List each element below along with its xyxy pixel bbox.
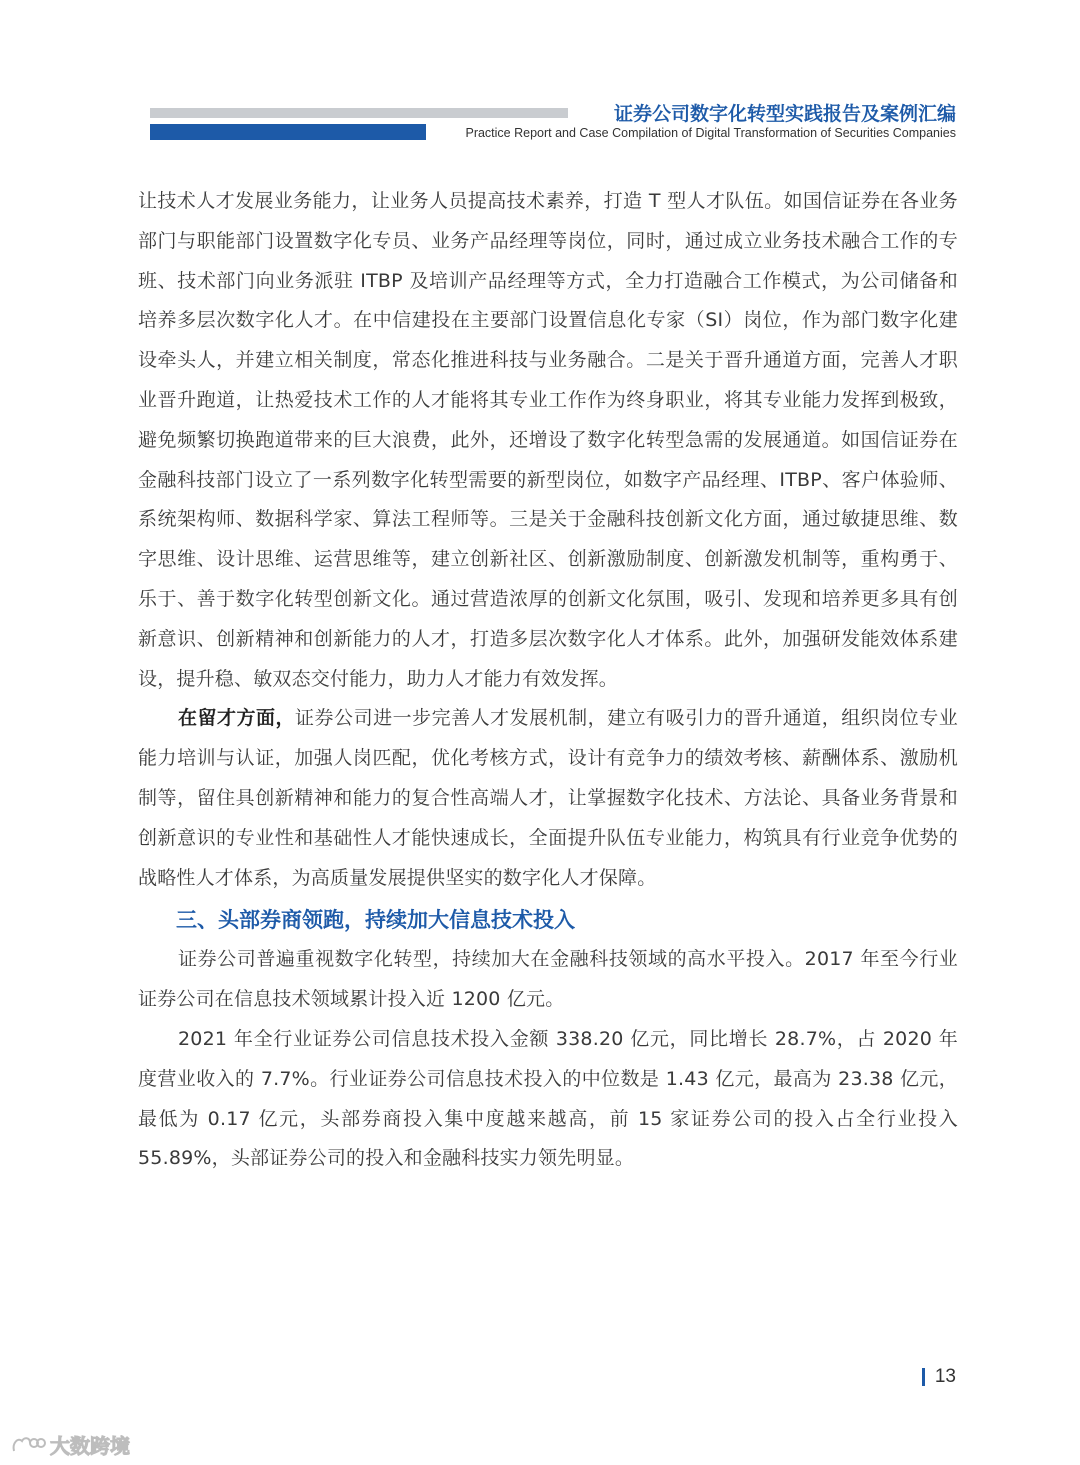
page-number	[922, 1366, 956, 1388]
header-gray-bar	[150, 108, 568, 118]
watermark-logo-icon	[10, 1433, 46, 1457]
header-title: 证券公司数字化转型实践报告及案例汇编	[613, 103, 956, 125]
header-blue-bar	[150, 124, 426, 140]
paragraph-it-investment: 证券公司普遍重视数字化转型，持续加大在金融科技领域的高水平投入。2017 年至今行业证券公司在信息技术领域累计投入近 1200 亿元。	[138, 948, 958, 1011]
watermark-text: 大数跨境	[50, 1434, 130, 1458]
page-content	[138, 182, 958, 1179]
page-number-text: 13	[934, 1366, 956, 1387]
header-subtitle: Practice Report and Case Compilation of Digital Transformation of Securities Companies	[465, 126, 956, 140]
paragraph-text: 证券公司进一步完善人才发展机制，建立有吸引力的晋升通道，组织岗位专业能力培训与认证，加强人岗匹配，优化考核方式，设计有竞争力的绩效考核、薪酬体系、激励机制等，留住具创新精神和能力的复合性高端人才，让掌握数字化技术、方法论、具备业务背景和创新意识的专业性和基础性人才能快速成长，全面提升队伍专业能力，构筑具有行业竞争优势的战略性人才体系，为高质量发展提供坚实的数字化人才保障。	[138, 707, 958, 889]
paragraph-it-statistics: 2021 年全行业证券公司信息技术投入金额 338.20 亿元，同比增长 28.7%，占 2020 年度营业收入的 7.7%。行业证券公司信息技术投入的中位数是 1.43 亿元，最高为 23.38 亿元，最低为 0.17 亿元，头部券商投入集中度越来越高，前 15 家证券公司的投入占全行业投入 55.89%，头部证券公司的投入和金融科技实力领先明显。	[138, 1027, 958, 1170]
paragraph-talent-development: 让技术人才发展业务能力，让业务人员提高技术素养，打造 T 型人才队伍。如国信证券在各业务部门与职能部门设置数字化专员、业务产品经理等岗位，同时，通过成立业务技术融合工作的专班、技术部门向业务派驻 ITBP 及培训产品经理等方式，全力打造融合工作模式，为公司储备和培养多层次数字化人才。在中信建投在主要部门设置信息化专家（SI）岗位，作为部门数字化建设牵头人，并建立相关制度，常态化推进科技与业务融合。二是关于晋升通道方面，完善人才职业晋升跑道，让热爱技术工作的人才能将其专业工作作为终身职业，将其专业能力发挥到极致，避免频繁切换跑道带来的巨大浪费，此外，还增设了数字化转型急需的发展通道。如国信证券在金融科技部门设立了一系列数字化转型需要的新型岗位，如数字产品经理、ITBP、客户体验师、系统架构师、数据科学家、算法工程师等。三是关于金融科技创新文化方面，通过敏捷思维、数字思维、设计思维、运营思维等，建立创新社区、创新激励制度、创新激发机制等，重构勇于、乐于、善于数字化转型创新文化。通过营造浓厚的创新文化氛围，吸引、发现和培养更多具有创新意识、创新精神和创新能力的人才，打造多层次数字化人才体系。此外，加强研发能效体系建设，提升稳、敏双态交付能力，助力人才能力有效发挥。	[138, 190, 958, 690]
watermark	[10, 1430, 130, 1459]
section-heading: 三、头部券商领跑，持续加大信息技术投入	[176, 908, 575, 933]
paragraph-talent-retention	[138, 699, 958, 898]
paragraph-lead: 在留才方面，	[178, 707, 296, 730]
page-number-marker	[922, 1368, 925, 1386]
